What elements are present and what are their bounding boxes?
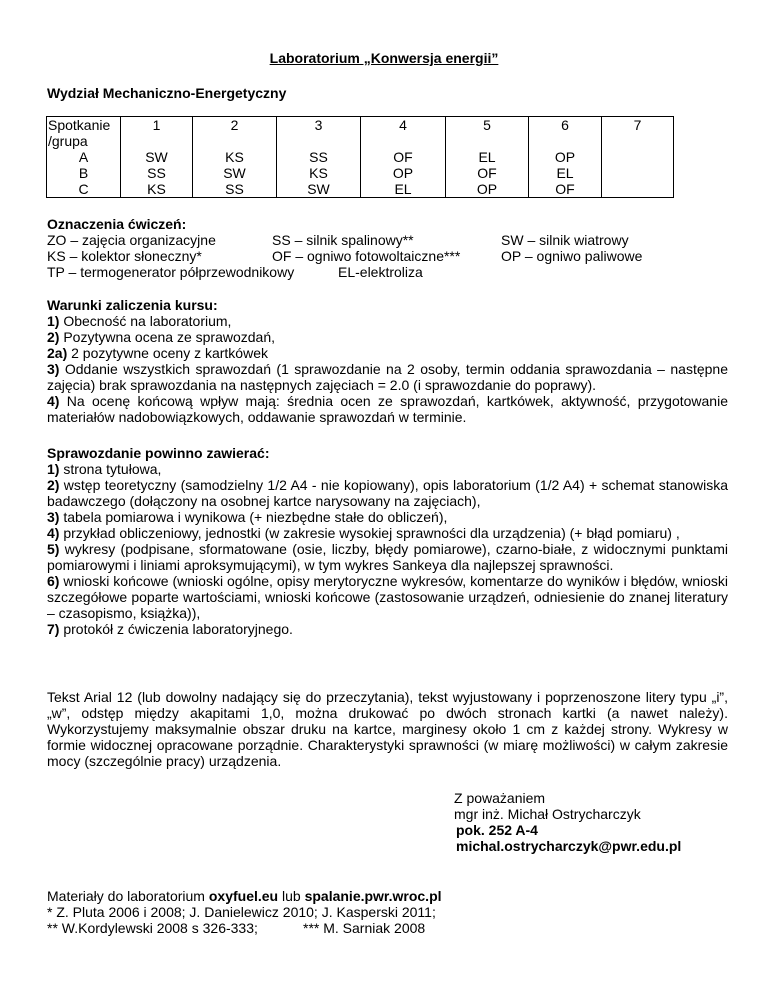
table-cell: EL [446, 149, 529, 165]
table-cell: OF [529, 181, 602, 198]
table-cell: SW [277, 181, 361, 198]
link-spalanie: spalanie.pwr.wroc.pl [304, 888, 442, 904]
list-item: 3) Oddanie wszystkich sprawozdań (1 sprawozdanie na 2 osoby, termin oddania sprawozdania – następne zajęcia) brak sprawozdania na następnych zajęciach = 2.0 (i sprawozdanie do poprawy). [47, 361, 728, 393]
table-cell: OP [446, 181, 529, 198]
table-header-cell: 2 [193, 117, 277, 134]
legend-item-ss: SS – silnik spalinowy** [272, 232, 414, 248]
list-item: 1) strona tytułowa, [47, 461, 162, 477]
list-item: 2) Pozytywna ocena ze sprawozdań, [47, 329, 276, 345]
signature-name: mgr inż. Michał Ostrycharczyk [454, 806, 641, 822]
list-item: 2a) 2 pozytywne oceny z kartkówek [47, 345, 268, 361]
table-row [47, 165, 674, 181]
table-cell: OF [361, 149, 446, 165]
table-cell: SW [193, 165, 277, 181]
group-cell: B [47, 165, 121, 181]
table-row [47, 149, 674, 165]
report-heading: Sprawozdanie powinno zawierać: [47, 445, 270, 461]
table-cell: EL [361, 181, 446, 198]
reference-1: * Z. Pluta 2006 i 2008; J. Danielewicz 2010; J. Kasperski 2011; [47, 904, 436, 920]
list-item: 1) Obecność na laboratorium, [47, 313, 232, 329]
legend-item-zo: ZO – zajęcia organizacyjne [47, 232, 216, 248]
signature-room: pok. 252 A-4 [456, 822, 538, 838]
table-header-cell: 3 [277, 117, 361, 134]
table-header-cell [47, 117, 121, 134]
table-cell: KS [277, 165, 361, 181]
table-cell: OP [361, 165, 446, 181]
table-cell: OP [529, 149, 602, 165]
signature-greeting: Z poważaniem [454, 790, 546, 806]
table-row [47, 181, 674, 198]
signature-email: michal.ostrycharczyk@pwr.edu.pl [456, 838, 682, 854]
legend-item-ks: KS – kolektor słoneczny* [47, 248, 202, 264]
header-label: Spotkanie [48, 117, 111, 133]
list-item: 7) protokół z ćwiczenia laboratoryjnego. [47, 621, 293, 637]
table-row [47, 133, 674, 149]
table-cell: SS [121, 165, 193, 181]
reference-2: ** W.Kordylewski 2008 s 326-333; [47, 920, 258, 936]
group-cell: C [47, 181, 121, 198]
legend-heading: Oznaczenia ćwiczeń: [47, 216, 187, 232]
page-title: Laboratorium „Konwersja energii” [269, 50, 499, 66]
reference-3: *** M. Sarniak 2008 [303, 920, 426, 936]
table-header-cell: 5 [446, 117, 529, 134]
table-header-cell: 1 [121, 117, 193, 134]
table-cell [602, 165, 674, 181]
conditions-heading: Warunki zaliczenia kursu: [47, 297, 218, 313]
legend-item-el: EL-elektroliza [338, 264, 423, 280]
formatting-note: Tekst Arial 12 (lub dowolny nadający się do przeczytania), tekst wyjustowany i poprzenoszone litery typu „i”, „w”, odstęp między akapitami 1,0, można drukować po dwóch stronach kartki (a nawet należy). Wykorzystujemy maksymalnie obszar druku na kartce, marginesy około 1 cm z każdej strony. Wykresy w formie widocznej opracowane porządnie. Charakterystyki sprawności (w miarę możliwości) w całym zakresie mocy (szczególnie pracy) urządzenia. [47, 689, 728, 769]
report-section [47, 445, 728, 637]
department-name: Wydział Mechaniczno-Energetyczny [47, 85, 287, 101]
list-item: 5) wykresy (podpisane, sformatowane (osie, liczby, błędy pomiarowe), czarno-białe, z widocznymi punktami pomiarowymi i liniami aproksymującymi), w tym wykres Sankeya dla najlepszej sprawności. [47, 541, 728, 573]
table-cell [602, 181, 674, 198]
link-oxyfuel: oxyfuel.eu [208, 888, 279, 904]
materials-line: Materiały do laboratorium oxyfuel.eu lub spalanie.pwr.wroc.pl [47, 888, 442, 904]
table-header-row [47, 117, 674, 134]
table-header-cell: 7 [602, 117, 674, 134]
table-cell: SS [193, 181, 277, 198]
table-cell: SS [277, 149, 361, 165]
table-cell: KS [121, 181, 193, 198]
list-item: 3) tabela pomiarowa i wynikowa (+ niezbędne stałe do obliczeń), [47, 509, 448, 525]
table-cell: SW [121, 149, 193, 165]
list-item: 4) Na ocenę końcową wpływ mają: średnia ocen ze sprawozdań, kartkówek, aktywność, przygotowanie materiałów nadobowiązkowych, oddawanie sprawozdań w terminie. [47, 393, 728, 425]
table-header-cell: 4 [361, 117, 446, 134]
list-item: 6) wnioski końcowe (wnioski ogólne, opisy merytoryczne wykresów, komentarze do wyników i błędów, wnioski szczegółowe poparte wartościami, wnioski końcowe (zastosowanie urządzeń, odniesienie do znanej literatury – czasopismo, książka)), [47, 573, 728, 621]
table-cell: EL [529, 165, 602, 181]
legend-column-left [47, 232, 294, 280]
table-cell [602, 149, 674, 165]
legend-item-tp: TP – termogenerator półprzewodnikowy [47, 264, 295, 280]
schedule-table [46, 116, 674, 198]
legend-item-op: OP – ogniwo paliwowe [501, 248, 643, 264]
list-item: 4) przykład obliczeniowy, jednostki (w zakresie wysokiej sprawności dla urządzenia) (+ błąd pomiaru) , [47, 525, 680, 541]
group-cell: A [47, 149, 121, 165]
table-cell: KS [193, 149, 277, 165]
list-item: 2) wstęp teoretyczny (samodzielny 1/2 A4 - nie kopiowany), opis laboratorium (1/2 A4) + schemat stanowiska badawczego (dołączony na osobnej kartce narysowany na zajęciach), [47, 477, 728, 509]
table-cell: OF [446, 165, 529, 181]
legend-item-sw: SW – silnik wiatrowy [501, 232, 629, 248]
header-label-line2: /grupa [47, 133, 121, 149]
legend-item-of: OF – ogniwo fotowoltaiczne*** [272, 248, 461, 264]
table-header-cell: 6 [529, 117, 602, 134]
conditions-section [47, 297, 728, 425]
